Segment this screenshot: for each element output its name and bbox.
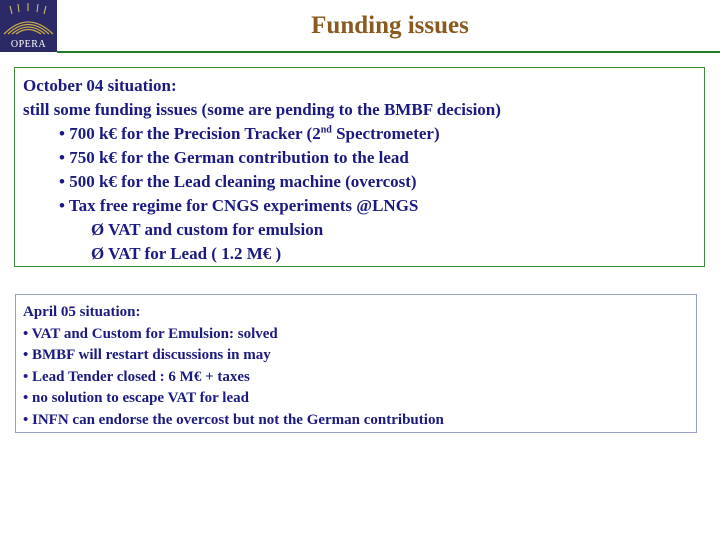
october-heading: October 04 situation: (23, 76, 177, 95)
october-bullet-tracker-pre: • 700 k€ for the Precision Tracker (2 (59, 124, 321, 143)
october-bullet-german: • 750 k€ for the German contribution to the lead (59, 148, 409, 167)
october-bullet-tracker-post: Spectrometer) (331, 124, 440, 143)
april-bullet: • Lead Tender closed : 6 M€ + taxes (23, 368, 250, 385)
april-heading: April 05 situation: (23, 304, 141, 320)
april-bullet: • no solution to escape VAT for lead (23, 390, 249, 407)
october-bullet-cleaning: • 500 k€ for the Lead cleaning machine (overcost) (59, 172, 417, 191)
april-bullet: • BMBF will restart discussions in may (23, 347, 271, 364)
october-intro: still some funding issues (some are pending to the BMBF decision) (23, 100, 501, 119)
october-bullet-tax: • Tax free regime for CNGS experiments @LNGS (59, 196, 419, 215)
april-bullet: • VAT and Custom for Emulsion: solved (23, 325, 278, 342)
october-sub-lead: Ø VAT for Lead ( 1.2 M€ ) (91, 244, 282, 263)
october-bullet-tracker-sup: nd (320, 124, 332, 136)
april-situation-box (15, 294, 697, 433)
logo-text: OPERA (10, 39, 47, 50)
october-situation-box (14, 67, 705, 267)
page-title: Funding issues (311, 12, 469, 39)
october-bullet-tracker (23, 122, 704, 146)
october-sub-emulsion: Ø VAT and custom for emulsion (91, 220, 324, 239)
title-divider (57, 51, 720, 53)
april-bullet: • INFN can endorse the overcost but not the German contribution (23, 411, 444, 428)
